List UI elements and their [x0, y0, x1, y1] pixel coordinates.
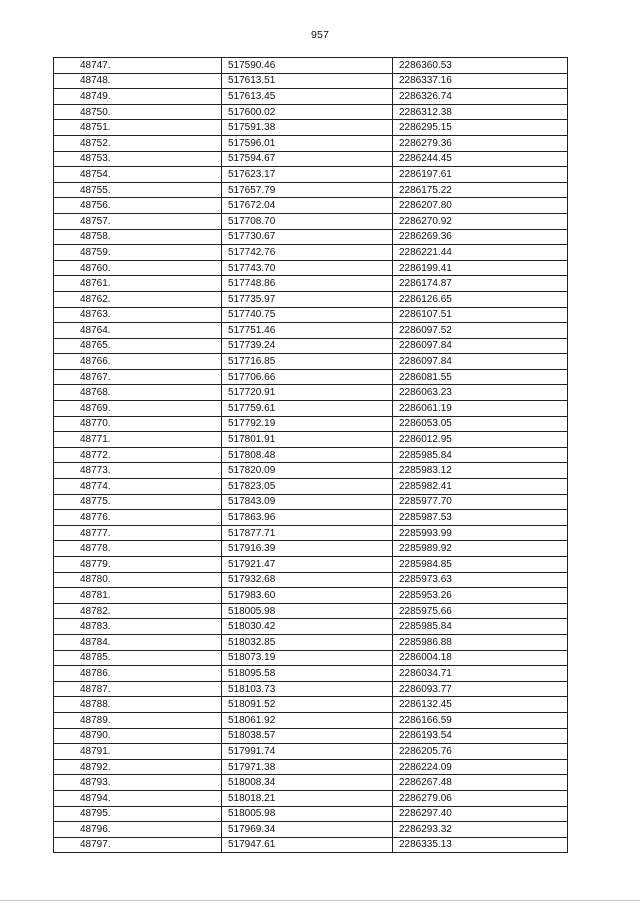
point-number-cell: 48788. [54, 697, 222, 713]
table-row [54, 151, 568, 167]
x-coordinate-cell: 517706.66 [222, 369, 393, 385]
table-row [54, 603, 568, 619]
y-coordinate-cell: 2285985.84 [393, 619, 568, 635]
x-coordinate-cell: 518091.52 [222, 697, 393, 713]
x-coordinate-cell: 518008.34 [222, 775, 393, 791]
y-coordinate-cell: 2286063.23 [393, 385, 568, 401]
y-coordinate-cell: 2286081.55 [393, 369, 568, 385]
x-coordinate-cell: 518018.21 [222, 790, 393, 806]
x-coordinate-cell: 517759.61 [222, 401, 393, 417]
x-coordinate-cell: 517730.67 [222, 229, 393, 245]
point-number-cell: 48785. [54, 650, 222, 666]
y-coordinate-cell: 2286199.41 [393, 260, 568, 276]
table-row [54, 681, 568, 697]
x-coordinate-cell: 517720.91 [222, 385, 393, 401]
y-coordinate-cell: 2286093.77 [393, 681, 568, 697]
point-number-cell: 48782. [54, 603, 222, 619]
y-coordinate-cell: 2286126.65 [393, 291, 568, 307]
point-number-cell: 48748. [54, 73, 222, 89]
point-number-cell: 48759. [54, 245, 222, 261]
point-number-cell: 48754. [54, 167, 222, 183]
point-number-cell: 48761. [54, 276, 222, 292]
point-number-cell: 48790. [54, 728, 222, 744]
point-number-cell: 48766. [54, 354, 222, 370]
y-coordinate-cell: 2286174.87 [393, 276, 568, 292]
point-number-cell: 48780. [54, 572, 222, 588]
x-coordinate-cell: 517748.86 [222, 276, 393, 292]
x-coordinate-cell: 517716.85 [222, 354, 393, 370]
table-row [54, 369, 568, 385]
y-coordinate-cell: 2286269.36 [393, 229, 568, 245]
y-coordinate-cell: 2286335.13 [393, 837, 568, 853]
point-number-cell: 48781. [54, 588, 222, 604]
point-number-cell: 48773. [54, 463, 222, 479]
table-row [54, 822, 568, 838]
point-number-cell: 48791. [54, 744, 222, 760]
point-number-cell: 48778. [54, 541, 222, 557]
y-coordinate-cell: 2286205.76 [393, 744, 568, 760]
table-row [54, 198, 568, 214]
x-coordinate-cell: 517743.70 [222, 260, 393, 276]
point-number-cell: 48756. [54, 198, 222, 214]
point-number-cell: 48747. [54, 58, 222, 74]
x-coordinate-cell: 517600.02 [222, 104, 393, 120]
y-coordinate-cell: 2285987.53 [393, 510, 568, 526]
table-row [54, 744, 568, 760]
page-bottom-rule [0, 900, 640, 901]
table-row [54, 790, 568, 806]
y-coordinate-cell: 2286034.71 [393, 666, 568, 682]
point-number-cell: 48758. [54, 229, 222, 245]
table-row [54, 712, 568, 728]
table-row [54, 213, 568, 229]
point-number-cell: 48775. [54, 494, 222, 510]
table-row [54, 634, 568, 650]
x-coordinate-cell: 517596.01 [222, 135, 393, 151]
y-coordinate-cell: 2286297.40 [393, 806, 568, 822]
point-number-cell: 48768. [54, 385, 222, 401]
table-row [54, 416, 568, 432]
y-coordinate-cell: 2286360.53 [393, 58, 568, 74]
table-row [54, 650, 568, 666]
table-row [54, 463, 568, 479]
point-number-cell: 48789. [54, 712, 222, 728]
y-coordinate-cell: 2285973.63 [393, 572, 568, 588]
point-number-cell: 48764. [54, 323, 222, 339]
point-number-cell: 48795. [54, 806, 222, 822]
x-coordinate-cell: 518103.73 [222, 681, 393, 697]
y-coordinate-cell: 2286326.74 [393, 89, 568, 105]
y-coordinate-cell: 2286193.54 [393, 728, 568, 744]
x-coordinate-cell: 517792.19 [222, 416, 393, 432]
x-coordinate-cell: 517823.05 [222, 479, 393, 495]
x-coordinate-cell: 517808.48 [222, 447, 393, 463]
table-row [54, 666, 568, 682]
point-number-cell: 48769. [54, 401, 222, 417]
table-row [54, 167, 568, 183]
table-row [54, 307, 568, 323]
table-row [54, 806, 568, 822]
x-coordinate-cell: 518005.98 [222, 806, 393, 822]
point-number-cell: 48794. [54, 790, 222, 806]
y-coordinate-cell: 2286207.80 [393, 198, 568, 214]
y-coordinate-cell: 2285977.70 [393, 494, 568, 510]
table-row [54, 323, 568, 339]
y-coordinate-cell: 2286224.09 [393, 759, 568, 775]
table-row [54, 759, 568, 775]
table-row [54, 385, 568, 401]
x-coordinate-cell: 518032.85 [222, 634, 393, 650]
table-row [54, 479, 568, 495]
table-row [54, 182, 568, 198]
y-coordinate-cell: 2286107.51 [393, 307, 568, 323]
table-row [54, 73, 568, 89]
x-coordinate-cell: 517877.71 [222, 525, 393, 541]
point-number-cell: 48763. [54, 307, 222, 323]
x-coordinate-cell: 517751.46 [222, 323, 393, 339]
y-coordinate-cell: 2286279.06 [393, 790, 568, 806]
x-coordinate-cell: 517613.51 [222, 73, 393, 89]
y-coordinate-cell: 2286097.84 [393, 354, 568, 370]
y-coordinate-cell: 2286132.45 [393, 697, 568, 713]
point-number-cell: 48751. [54, 120, 222, 136]
x-coordinate-cell: 518095.58 [222, 666, 393, 682]
table-row [54, 572, 568, 588]
table-row [54, 510, 568, 526]
page-number: 957 [310, 29, 330, 41]
y-coordinate-cell: 2286244.45 [393, 151, 568, 167]
point-number-cell: 48762. [54, 291, 222, 307]
table-row [54, 338, 568, 354]
x-coordinate-cell: 517594.67 [222, 151, 393, 167]
table-row [54, 104, 568, 120]
point-number-cell: 48770. [54, 416, 222, 432]
y-coordinate-cell: 2286097.84 [393, 338, 568, 354]
point-number-cell: 48777. [54, 525, 222, 541]
y-coordinate-cell: 2285984.85 [393, 557, 568, 573]
y-coordinate-cell: 2285953.26 [393, 588, 568, 604]
point-number-cell: 48784. [54, 634, 222, 650]
table-row [54, 401, 568, 417]
table-row [54, 260, 568, 276]
y-coordinate-cell: 2286004.18 [393, 650, 568, 666]
x-coordinate-cell: 518038.57 [222, 728, 393, 744]
point-number-cell: 48750. [54, 104, 222, 120]
point-number-cell: 48749. [54, 89, 222, 105]
y-coordinate-cell: 2286295.15 [393, 120, 568, 136]
table-row [54, 447, 568, 463]
table-row [54, 291, 568, 307]
x-coordinate-cell: 517863.96 [222, 510, 393, 526]
point-number-cell: 48760. [54, 260, 222, 276]
point-number-cell: 48779. [54, 557, 222, 573]
y-coordinate-cell: 2285986.88 [393, 634, 568, 650]
x-coordinate-cell: 517971.38 [222, 759, 393, 775]
table-row [54, 837, 568, 853]
table-row [54, 697, 568, 713]
table-row [54, 276, 568, 292]
point-number-cell: 48792. [54, 759, 222, 775]
y-coordinate-cell: 2286012.95 [393, 432, 568, 448]
point-number-cell: 48757. [54, 213, 222, 229]
y-coordinate-cell: 2286221.44 [393, 245, 568, 261]
y-coordinate-cell: 2286097.52 [393, 323, 568, 339]
coordinates-table [53, 57, 568, 853]
x-coordinate-cell: 517947.61 [222, 837, 393, 853]
x-coordinate-cell: 517613.45 [222, 89, 393, 105]
x-coordinate-cell: 518073.19 [222, 650, 393, 666]
y-coordinate-cell: 2285993.99 [393, 525, 568, 541]
y-coordinate-cell: 2286337.16 [393, 73, 568, 89]
point-number-cell: 48771. [54, 432, 222, 448]
x-coordinate-cell: 517672.04 [222, 198, 393, 214]
x-coordinate-cell: 517921.47 [222, 557, 393, 573]
table-row [54, 728, 568, 744]
x-coordinate-cell: 517916.39 [222, 541, 393, 557]
y-coordinate-cell: 2286293.32 [393, 822, 568, 838]
y-coordinate-cell: 2286312.38 [393, 104, 568, 120]
table-row [54, 58, 568, 74]
point-number-cell: 48753. [54, 151, 222, 167]
y-coordinate-cell: 2285985.84 [393, 447, 568, 463]
table-row [54, 245, 568, 261]
x-coordinate-cell: 517820.09 [222, 463, 393, 479]
table-row [54, 557, 568, 573]
y-coordinate-cell: 2286053.05 [393, 416, 568, 432]
table-row [54, 135, 568, 151]
point-number-cell: 48755. [54, 182, 222, 198]
point-number-cell: 48765. [54, 338, 222, 354]
x-coordinate-cell: 517623.17 [222, 167, 393, 183]
y-coordinate-cell: 2285975.66 [393, 603, 568, 619]
x-coordinate-cell: 517932.68 [222, 572, 393, 588]
x-coordinate-cell: 517591.38 [222, 120, 393, 136]
x-coordinate-cell: 517742.76 [222, 245, 393, 261]
y-coordinate-cell: 2286166.59 [393, 712, 568, 728]
table-row [54, 775, 568, 791]
y-coordinate-cell: 2285989.92 [393, 541, 568, 557]
x-coordinate-cell: 517708.70 [222, 213, 393, 229]
point-number-cell: 48783. [54, 619, 222, 635]
x-coordinate-cell: 517991.74 [222, 744, 393, 760]
table-row [54, 120, 568, 136]
table-row [54, 494, 568, 510]
table-row [54, 525, 568, 541]
point-number-cell: 48774. [54, 479, 222, 495]
y-coordinate-cell: 2285982.41 [393, 479, 568, 495]
x-coordinate-cell: 517590.46 [222, 58, 393, 74]
x-coordinate-cell: 517740.75 [222, 307, 393, 323]
x-coordinate-cell: 517657.79 [222, 182, 393, 198]
point-number-cell: 48772. [54, 447, 222, 463]
point-number-cell: 48752. [54, 135, 222, 151]
y-coordinate-cell: 2286061.19 [393, 401, 568, 417]
table-row [54, 619, 568, 635]
x-coordinate-cell: 517735.97 [222, 291, 393, 307]
y-coordinate-cell: 2286270.92 [393, 213, 568, 229]
x-coordinate-cell: 518005.98 [222, 603, 393, 619]
x-coordinate-cell: 517983.60 [222, 588, 393, 604]
x-coordinate-cell: 518061.92 [222, 712, 393, 728]
point-number-cell: 48786. [54, 666, 222, 682]
table-row [54, 541, 568, 557]
point-number-cell: 48793. [54, 775, 222, 791]
table-row [54, 89, 568, 105]
point-number-cell: 48767. [54, 369, 222, 385]
x-coordinate-cell: 517843.09 [222, 494, 393, 510]
y-coordinate-cell: 2286267.48 [393, 775, 568, 791]
table-row [54, 432, 568, 448]
point-number-cell: 48796. [54, 822, 222, 838]
y-coordinate-cell: 2286197.61 [393, 167, 568, 183]
y-coordinate-cell: 2285983.12 [393, 463, 568, 479]
table-row [54, 229, 568, 245]
x-coordinate-cell: 517969.34 [222, 822, 393, 838]
x-coordinate-cell: 517801.91 [222, 432, 393, 448]
table-row [54, 354, 568, 370]
table-row [54, 588, 568, 604]
y-coordinate-cell: 2286279.36 [393, 135, 568, 151]
x-coordinate-cell: 518030.42 [222, 619, 393, 635]
point-number-cell: 48797. [54, 837, 222, 853]
y-coordinate-cell: 2286175.22 [393, 182, 568, 198]
x-coordinate-cell: 517739.24 [222, 338, 393, 354]
coordinates-table-body [54, 58, 568, 853]
point-number-cell: 48776. [54, 510, 222, 526]
point-number-cell: 48787. [54, 681, 222, 697]
